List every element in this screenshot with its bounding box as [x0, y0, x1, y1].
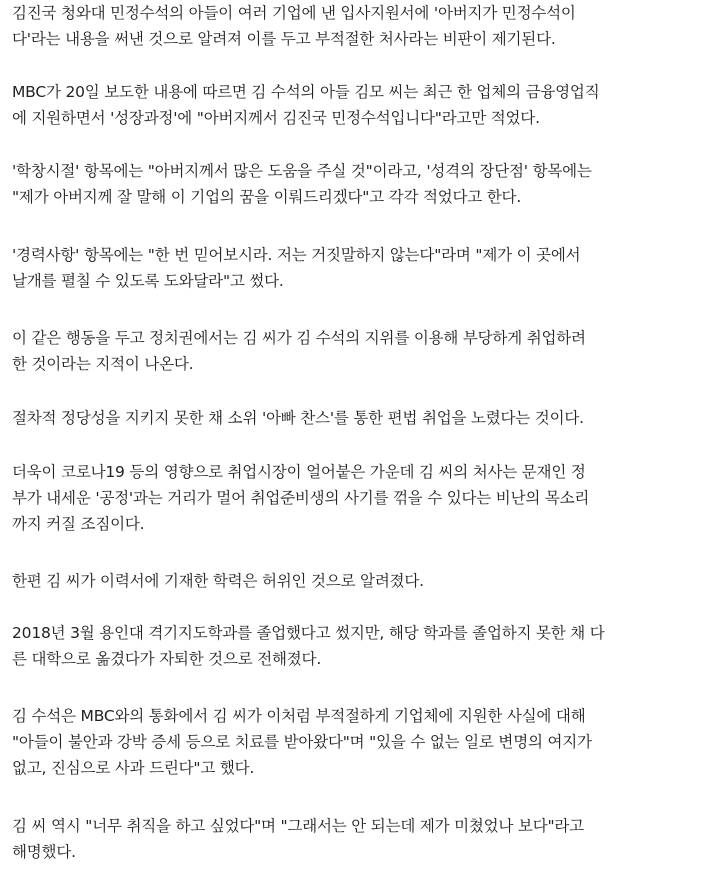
paragraph-11: [12, 813, 584, 865]
paragraph-9: [12, 620, 605, 672]
text-line: 부가 내세운 '공정'과는 거리가 멀어 취업준비생의 사기를 꺾을 수 있다는 비난의 목소리: [12, 489, 590, 507]
text-line: "아들이 불안과 강박 증세 등으로 치료를 받아왔다"며 "있을 수 없는 일로 변명의 여지가: [12, 733, 592, 751]
text-line: 한 것이라는 지적이 나온다.: [12, 355, 194, 373]
paragraph-10: [12, 703, 592, 781]
paragraph-3: [12, 158, 592, 210]
text-line: 까지 커질 조짐이다.: [12, 515, 145, 533]
paragraph-5: [12, 325, 586, 377]
text-line: 날개를 펼칠 수 있도록 도와달라"고 썼다.: [12, 272, 284, 290]
text-line: 다'라는 내용을 써낸 것으로 알려져 이를 두고 부적절한 처사라는 비판이 제기된다.: [12, 30, 556, 48]
text-line: 2018년 3월 용인대 격기지도학과를 졸업했다고 썼지만, 해당 학과를 졸업하지 못한 채 다: [12, 624, 605, 642]
text-line: 김 씨 역시 "너무 취직을 하고 싶었다"며 "그래서는 안 되는데 제가 미쳤었나 보다"라고: [12, 817, 584, 835]
text-line: 절차적 정당성을 지키지 못한 채 소위 '아빠 찬스'를 통한 편법 취업을 노렸다는 것이다.: [12, 409, 584, 427]
paragraph-6: [12, 405, 584, 431]
text-line: 해명했다.: [12, 843, 76, 861]
text-line: 에 지원하면서 '성장과정'에 "아버지께서 김진국 민정수석입니다"라고만 적었다.: [12, 109, 540, 127]
text-line: "제가 아버지께 잘 말해 이 기업의 꿈을 이뤄드리겠다"고 각각 적었다고 한다.: [12, 188, 522, 206]
paragraph-2: [12, 79, 599, 131]
text-line: 이 같은 행동을 두고 정치권에서는 김 씨가 김 수석의 지위를 이용해 부당하게 취업하려: [12, 329, 586, 347]
text-line: 른 대학으로 옮겼다가 자퇴한 것으로 전해졌다.: [12, 650, 322, 668]
text-line: 없고, 진심으로 사과 드린다"고 했다.: [12, 759, 255, 777]
text-line: MBC가 20일 보도한 내용에 따르면 김 수석의 아들 김모 씨는 최근 한 업체의 금융영업직: [12, 83, 600, 101]
text-line: '경력사항' 항목에는 "한 번 믿어보시라. 저는 거짓말하지 않는다"라며 "제가 이 곳에서: [12, 246, 581, 264]
paragraph-8: [12, 568, 424, 594]
text-line: 김진국 청와대 민정수석의 아들이 여러 기업에 낸 입사지원서에 '아버지가 민정수석이: [12, 4, 576, 22]
text-line: 더욱이 코로나19 등의 영향으로 취업시장이 얼어붙은 가운데 김 씨의 처사는 문재인 정: [12, 463, 586, 481]
paragraph-4: [12, 242, 580, 294]
paragraph-1: [12, 0, 576, 52]
text-line: 김 수석은 MBC와의 통화에서 김 씨가 이처럼 부적절하게 기업체에 지원한 사실에 대해: [12, 707, 586, 725]
paragraph-7: [12, 459, 589, 537]
text-line: '학창시절' 항목에는 "아버지께서 많은 도움을 주실 것"이라고, '성격의 장단점' 항목에는: [12, 162, 592, 180]
text-line: 한편 김 씨가 이력서에 기재한 학력은 허위인 것으로 알려졌다.: [12, 572, 424, 590]
